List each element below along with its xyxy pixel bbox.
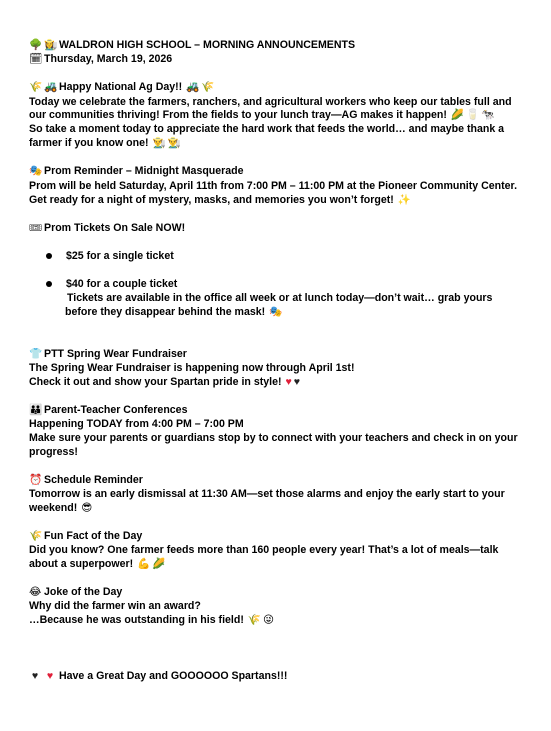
fun-fact-heading bbox=[29, 529, 142, 543]
ag-day-text: Today we celebrate the farmers, ranchers, and agricultural workers who keep our tables full and bbox=[29, 96, 512, 108]
conferences-text: progress! bbox=[29, 446, 78, 458]
corn-icon: 🌾 bbox=[29, 530, 43, 542]
alarm-clock-icon: ⏰ bbox=[29, 474, 43, 486]
corn-icon: 🌽 bbox=[450, 109, 465, 121]
farmer-icon: 👨‍🌾 bbox=[167, 137, 181, 149]
prom-tickets-heading bbox=[29, 221, 185, 235]
ticket-price-couple: $40 for a couple ticket bbox=[66, 278, 178, 290]
fun-fact-text: about a superpower! 💪 🌽 bbox=[29, 558, 166, 570]
cow-icon: 🐄 bbox=[481, 109, 495, 121]
bullet-dot bbox=[46, 281, 52, 287]
prom-tickets-title: Prom Tickets On Sale NOW! bbox=[44, 222, 186, 234]
ag-day-text: our communities thriving! From the fields to your lunch tray—AG makes it happen! 🌽 🥛 🐄 bbox=[29, 109, 495, 121]
people-icon: 👪 bbox=[29, 404, 43, 416]
page-title: WALDRON HIGH SCHOOL – MORNING ANNOUNCEMENTS bbox=[59, 39, 356, 51]
conferences-title: Parent-Teacher Conferences bbox=[44, 404, 188, 416]
black-heart-icon: ♥ bbox=[31, 670, 39, 682]
conferences-text: Happening TODAY from 4:00 PM – 7:00 PM bbox=[29, 418, 244, 430]
ticket-price-single: $25 for a single ticket bbox=[66, 250, 174, 262]
ag-day-title: Happy National Ag Day!! bbox=[59, 81, 183, 93]
ptt-title: PTT Spring Wear Fundraiser bbox=[44, 348, 187, 360]
schedule-text: weekend! 😎 bbox=[29, 502, 93, 514]
tree-icon: 🌳 bbox=[29, 39, 43, 51]
farmer-icon: 👩‍🌾 bbox=[44, 39, 58, 51]
conferences-text: Make sure your parents or guardians stop by to connect with your teachers and check in on your bbox=[29, 432, 518, 444]
corn-icon: 🌾 bbox=[201, 81, 215, 93]
joke-punchline: …Because he was outstanding in his field! 🌾 😜 bbox=[29, 614, 275, 626]
ag-day-text: So take a moment today to appreciate the hard work that feeds the world… and maybe thank a bbox=[29, 123, 505, 135]
ptt-text: The Spring Wear Fundraiser is happening now through April 1st! bbox=[29, 362, 355, 374]
prom-reminder-text: Get ready for a night of mystery, masks, and memories you won’t forget! ✨ bbox=[29, 194, 411, 206]
tickets-note: before they disappear behind the mask! 🎭 bbox=[65, 306, 283, 318]
laughing-face-icon: 😂 bbox=[29, 586, 42, 598]
milk-icon: 🥛 bbox=[466, 109, 480, 121]
conferences-heading bbox=[29, 403, 187, 417]
schedule-text: Tomorrow is an early dismissal at 11:30 AM—set those alarms and enjoy the early start to your bbox=[29, 488, 505, 500]
joke-question: Why did the farmer win an award? bbox=[29, 600, 201, 612]
black-heart-icon: ♥ bbox=[293, 376, 301, 388]
announcement-date: Thursday, March 19, 2026 bbox=[44, 53, 173, 65]
red-heart-icon: ♥ bbox=[46, 670, 54, 682]
corn-icon: 🌾 bbox=[29, 81, 43, 93]
prom-reminder-text: Prom will be held Saturday, April 11th from 7:00 PM – 11:00 PM at the Pioneer Community Center. bbox=[29, 180, 518, 192]
sparkles-icon: ✨ bbox=[397, 194, 411, 206]
corn-icon: 🌾 bbox=[247, 614, 262, 626]
joke-title: Joke of the Day bbox=[44, 586, 123, 598]
closing-text: Have a Great Day and GOOOOOO Spartans!!! bbox=[59, 670, 288, 682]
tractor-icon: 🚜 bbox=[186, 81, 200, 93]
header-date-line bbox=[29, 52, 172, 66]
bullet-dot bbox=[46, 253, 52, 259]
ag-day-heading bbox=[29, 80, 216, 94]
closing-line bbox=[29, 669, 287, 683]
ag-day-text: farmer if you know one! 👨‍🌾 👨‍🌾 bbox=[29, 137, 181, 149]
schedule-title: Schedule Reminder bbox=[44, 474, 143, 486]
ptt-heading bbox=[29, 347, 187, 361]
mask-icon: 🎭 bbox=[29, 165, 43, 177]
fun-fact-title: Fun Fact of the Day bbox=[44, 530, 143, 542]
tickets-note: Tickets are available in the office all week or at lunch today—don’t wait… grab yours bbox=[67, 292, 493, 304]
corn-icon: 🌽 bbox=[152, 558, 166, 570]
calendar-icon: 🗓 bbox=[29, 53, 43, 65]
shirt-icon: 👕 bbox=[29, 348, 43, 360]
ptt-text: Check it out and show your Spartan pride in style! ♥ ♥ bbox=[29, 376, 301, 388]
farmer-icon: 👨‍🌾 bbox=[152, 137, 166, 149]
schedule-heading bbox=[29, 473, 143, 487]
flexed-arm-icon: 💪 bbox=[137, 558, 151, 570]
winking-face-icon: 😜 bbox=[263, 614, 275, 626]
sunglasses-face-icon: 😎 bbox=[81, 502, 93, 514]
joke-heading bbox=[29, 585, 122, 599]
fun-fact-text: Did you know? One farmer feeds more than 160 people every year! That’s a lot of meals—talk bbox=[29, 544, 499, 556]
red-heart-icon: ♥ bbox=[285, 376, 292, 388]
mask-icon: 🎭 bbox=[269, 306, 283, 318]
prom-reminder-heading bbox=[29, 164, 244, 178]
prom-reminder-title: Prom Reminder – Midnight Masquerade bbox=[44, 165, 244, 177]
tractor-icon: 🚜 bbox=[44, 81, 58, 93]
header-title-line bbox=[29, 38, 355, 52]
ticket-icon: 🎟 bbox=[29, 222, 43, 234]
